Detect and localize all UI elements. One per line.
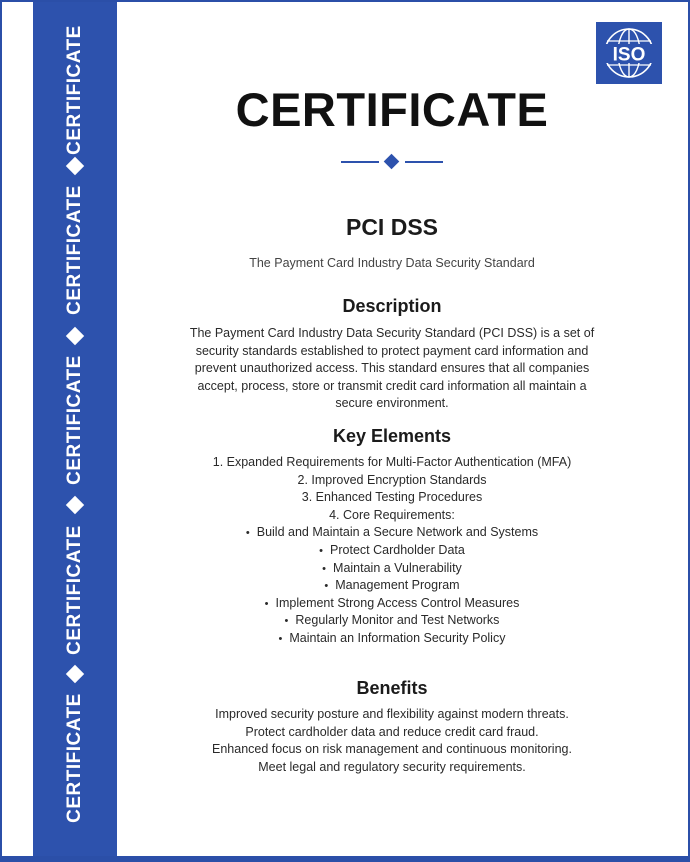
bullet-item: • Maintain a Vulnerability xyxy=(117,560,667,578)
side-band-diamond-icon xyxy=(66,327,84,345)
side-band-label: CERTIFICATE xyxy=(64,525,85,655)
benefit-item: Enhanced focus on risk management and continuous monitoring. xyxy=(212,742,572,757)
side-band-diamond-icon xyxy=(66,665,84,683)
side-band-label: CERTIFICATE xyxy=(64,355,85,485)
bullet-item: • Maintain an Information Security Policy xyxy=(117,630,667,648)
numbered-item: 3. Enhanced Testing Procedures xyxy=(301,490,483,505)
bullet-item: • Build and Maintain a Secure Network and Systems xyxy=(117,524,667,542)
key-elements-heading: Key Elements xyxy=(332,426,452,446)
numbered-item: 4. Core Requirements: xyxy=(329,507,455,522)
standard-name: PCI DSS xyxy=(345,214,439,240)
bullet-item: • Management Program xyxy=(117,577,667,595)
bullet-item: • Implement Strong Access Control Measures xyxy=(117,595,667,613)
side-band-diamond-icon xyxy=(66,496,84,514)
standard-subtitle: The Payment Card Industry Data Security Standard xyxy=(249,256,535,270)
benefit-item: Improved security posture and flexibility against modern threats. xyxy=(215,707,569,721)
description-heading: Description xyxy=(342,296,442,316)
side-band-label: CERTIFICATE xyxy=(64,185,85,315)
benefits-heading: Benefits xyxy=(356,678,428,698)
bullet-item: • Regularly Monitor and Test Networks xyxy=(117,612,667,630)
benefits-list xyxy=(117,706,667,776)
side-band-label: CERTIFICATE xyxy=(64,693,85,823)
certificate-title: CERTIFICATE xyxy=(235,83,549,136)
divider-diamond-icon xyxy=(384,154,400,170)
numbered-item: 2. Improved Encryption Standards xyxy=(297,472,487,487)
benefit-item: Meet legal and regulatory security requirements. xyxy=(258,759,526,774)
bottom-accent-bar xyxy=(0,856,690,862)
benefit-item: Protect cardholder data and reduce credit card fraud. xyxy=(245,724,539,739)
key-elements-list xyxy=(117,454,667,648)
title-divider xyxy=(341,155,443,169)
iso-logo-text: ISO xyxy=(612,44,646,66)
description-text: The Payment Card Industry Data Security Standard (PCI DSS) is a set of security standards established to protect payment card information and prevent unauthorized access. This standard ensures that all companies accept, process, store or transmit credit card information all maintain a secure environment. xyxy=(189,326,595,411)
bullet-item: • Protect Cardholder Data xyxy=(117,542,667,560)
certificate-content xyxy=(117,0,667,862)
divider-line-left xyxy=(341,161,379,163)
side-band-label: CERTIFICATE xyxy=(64,25,85,155)
side-band xyxy=(33,0,117,862)
numbered-item: 1. Expanded Requirements for Multi-Factor Authentication (MFA) xyxy=(212,455,572,469)
divider-line-right xyxy=(405,161,443,163)
side-band-diamond-icon xyxy=(66,157,84,175)
